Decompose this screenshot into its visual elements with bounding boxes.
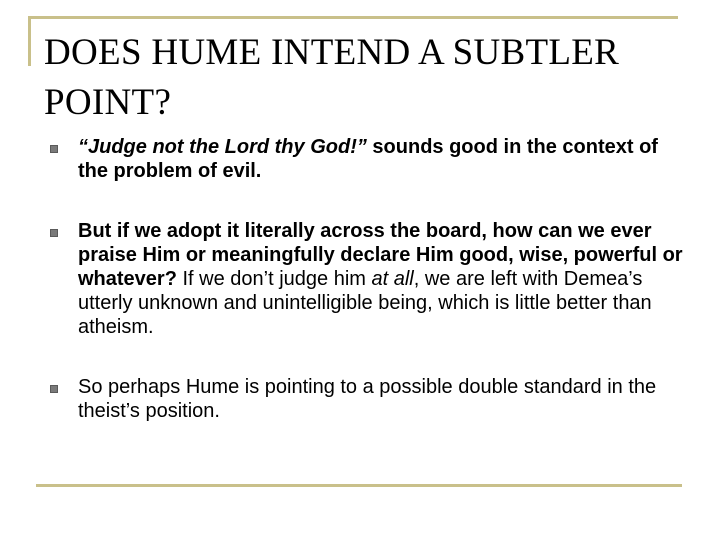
bullet-2-text-2: If we don’t judge him: [176, 268, 372, 290]
title-frame-top-rule: [28, 16, 678, 19]
bullet-2-text-1: But if we adopt it literally across the board, how can we ever praise Him or meaningfully declare Him good, wise, powerful or whatever?: [78, 220, 683, 290]
bullet-item-1: [46, 135, 686, 183]
square-bullet-icon: [50, 385, 58, 393]
slide-title: DOES HUME INTEND A SUBTLER POINT?: [44, 32, 620, 123]
bullet-2-text-3: at all: [371, 268, 414, 290]
bullet-item-2: [46, 219, 686, 339]
square-bullet-icon: [50, 145, 58, 153]
bullet-1-text-1: “Judge not the Lord thy God!”: [78, 136, 367, 158]
square-bullet-icon: [50, 229, 58, 237]
bullet-list: [46, 135, 686, 423]
bullet-item-3: [46, 375, 686, 423]
bullet-3-text-1: So perhaps Hume is pointing to a possible double standard in the theist’s position.: [78, 376, 657, 422]
footer-rule: [36, 484, 682, 487]
bullet-2-text-4: , we are left with Demea’s utterly unknown and unintelligible being, which is little better than atheism.: [78, 268, 652, 338]
title-frame-left-rule: [28, 16, 31, 66]
bullet-1-text-2: sounds good in the context of the problem of evil.: [78, 136, 658, 182]
